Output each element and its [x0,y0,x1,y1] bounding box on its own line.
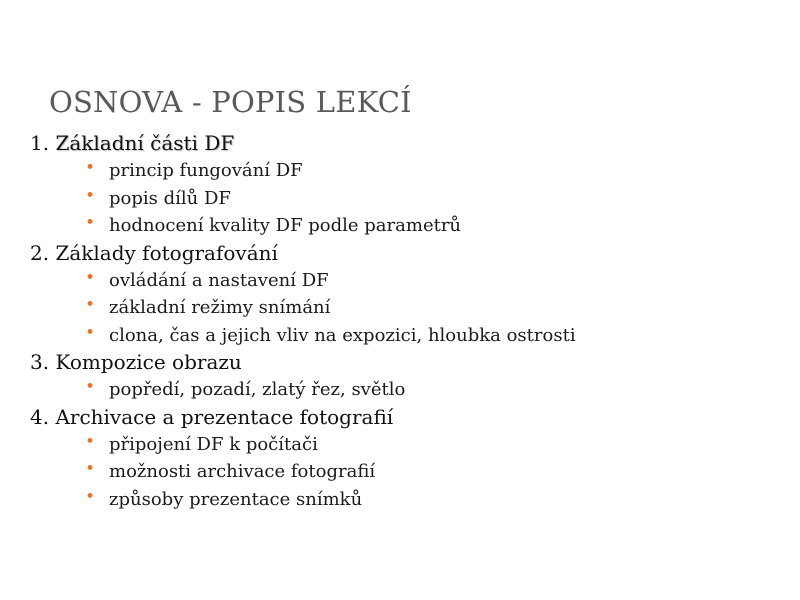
bullet-icon: • [85,185,96,206]
lesson-name: Základní části DF [55,131,235,155]
lesson-1 [30,130,790,240]
topic-item [30,185,790,213]
topic-text: princip fungování DF [109,160,303,181]
topic-list [30,267,790,350]
bullet-icon: • [85,459,96,479]
topic-list [30,376,790,404]
lesson-number: 4. [30,404,50,429]
bullet-icon: • [85,295,96,315]
topic-text: základní režimy snímání [109,297,331,318]
topic-text: připojení DF k počítači [109,433,318,455]
topic-item [30,376,790,404]
topic-item [30,486,790,514]
lesson-name: Kompozice obrazu [55,350,242,374]
lesson-number: 2. [30,240,50,265]
topic-list [30,157,790,240]
lesson-3 [30,349,790,404]
topic-item [30,431,790,459]
lesson-heading [30,130,790,157]
topic-text: možnosti archivace fotografií [109,461,376,482]
lesson-2 [30,240,790,350]
bullet-icon: • [85,431,96,452]
bullet-icon: • [85,486,96,507]
topic-item [30,322,790,350]
bullet-icon: • [85,377,96,397]
bullet-icon: • [85,158,96,178]
lesson-heading [30,349,790,376]
lesson-name: Archivace a prezentace fotografií [55,404,394,429]
slide-title: OSNOVA - POPIS LEKCÍ [49,85,412,119]
topic-text: hodnocení kvality DF podle parametrů [109,215,462,236]
lesson-number: 1. [30,131,50,155]
lesson-heading [30,240,790,267]
lesson-name: Základy fotografování [55,240,278,265]
topic-item [30,157,790,185]
topic-list [30,431,790,514]
topic-item [30,212,790,240]
topic-text: popis dílů DF [109,187,231,209]
lesson-4 [30,404,790,514]
topic-text: ovládání a nastavení DF [109,269,329,291]
bullet-icon: • [85,213,96,233]
topic-item [30,294,790,322]
topic-item [30,458,790,486]
lesson-outline [30,130,790,513]
lesson-heading [30,404,790,431]
topic-item [30,267,790,295]
lesson-number: 3. [30,350,50,374]
bullet-icon: • [85,267,96,288]
topic-text: clona, čas a jejich vliv na expozici, hloubka ostrosti [109,324,576,346]
bullet-icon: • [85,322,96,343]
topic-text: způsoby prezentace snímků [109,488,363,510]
topic-text: popředí, pozadí, zlatý řez, světlo [109,379,406,400]
